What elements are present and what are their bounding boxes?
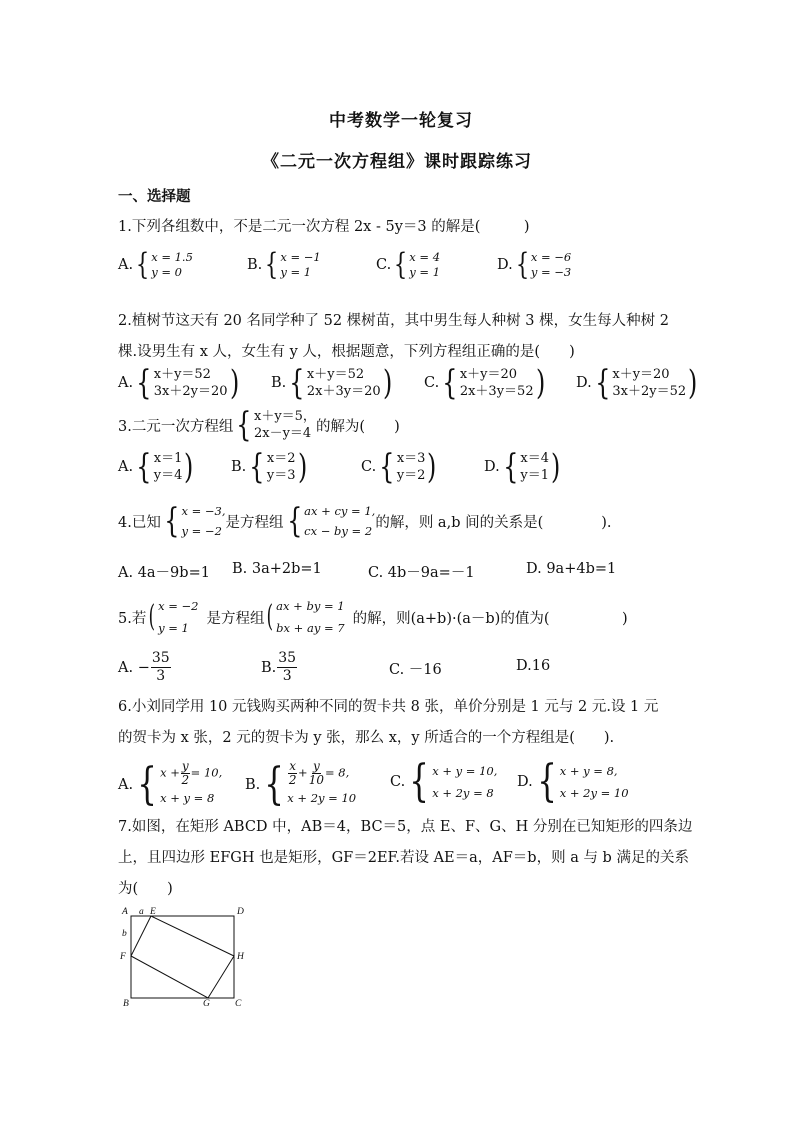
right-paren: ) xyxy=(184,447,194,487)
eq-row: x + y = 10, xyxy=(432,764,498,778)
q3-option-d xyxy=(484,447,561,487)
left-brace: { xyxy=(236,405,252,445)
q1-option-b xyxy=(247,247,321,282)
numerator: x xyxy=(289,759,297,773)
eq-row: 3x＋2y＝20 xyxy=(153,384,228,399)
left-brace: { xyxy=(442,363,458,403)
eq-row: x＝2 xyxy=(266,451,296,466)
eq-row: x＝4 xyxy=(520,451,549,466)
q2-option-a xyxy=(118,363,240,403)
eq-row: y＝2 xyxy=(396,468,426,483)
eq-row: x＋y＝52 xyxy=(153,367,211,382)
q2-option-d xyxy=(576,363,698,403)
q3-stem-post: 的解为( ) xyxy=(315,418,400,435)
q5-stem-pre: 5.若 xyxy=(118,610,147,627)
eq-row: y = 1 xyxy=(280,265,312,279)
label-b-length: b xyxy=(122,929,127,939)
left-brace: { xyxy=(289,363,305,403)
left-paren: ( xyxy=(267,599,274,634)
q7-stem-line1: 7.如图，在矩形 ABCD 中，AB＝4，BC＝5，点 E、F、G、H 分别在已知矩形的四条边 xyxy=(118,819,693,835)
option-label: D. xyxy=(484,459,500,475)
left-brace: { xyxy=(286,501,302,541)
left-brace: { xyxy=(409,756,429,807)
q6-stem-line2: 的贺卡为 x 张，2 元的贺卡为 y 张，那么 x，y 所适合的一个方程组是( ). xyxy=(118,730,615,746)
q5-stem-mid: 是方程组 xyxy=(206,610,265,627)
page-subtitle: 《二元一次方程组》课时跟踪练习 xyxy=(262,152,532,172)
q7-stem-line3: 为( ) xyxy=(118,881,173,897)
eq-row: y＝1 xyxy=(520,468,549,483)
eq-row: 2x＋3y＝20 xyxy=(306,384,381,399)
q6-stem-line1: 6.小刘同学用 10 元钱购买两种不同的贺卡共 8 张，单价分别是 1 元与 2 元.设 1 元 xyxy=(118,699,659,715)
left-brace: { xyxy=(136,447,152,487)
label-b-vertex: B xyxy=(123,999,129,1008)
eq-row: x = 1.5 xyxy=(151,250,193,264)
q6-option-c xyxy=(390,756,498,807)
option-label: A. − xyxy=(118,659,150,676)
q5-option-d: D.16 xyxy=(516,658,551,674)
q4-option-d: D. 9a+4b=1 xyxy=(526,561,617,577)
left-brace: { xyxy=(137,758,157,810)
eq-row: x = −6 xyxy=(530,250,572,264)
fraction xyxy=(151,650,171,685)
left-brace: { xyxy=(265,247,279,282)
q2-option-b xyxy=(271,363,393,403)
q3-option-c xyxy=(361,447,438,487)
left-brace: { xyxy=(136,363,152,403)
q2-stem-line1: 2.植树节这天有 20 名同学种了 52 棵树苗，其中男生每人种树 3 棵，女生每人种树 2 xyxy=(118,313,669,329)
term: = 10, xyxy=(190,765,223,780)
q1-option-a xyxy=(118,247,193,282)
eq-row: 2x－y＝4 xyxy=(253,426,312,441)
numerator: 35 xyxy=(151,650,170,666)
numerator: y xyxy=(312,759,320,773)
label-c: C xyxy=(235,999,242,1008)
eq-row: y = 0 xyxy=(151,265,182,279)
option-label: D. xyxy=(576,375,592,391)
eq-row: x = −1 xyxy=(280,250,321,264)
left-brace: { xyxy=(164,501,180,541)
eq-row: x = 4 xyxy=(409,250,441,264)
left-brace: { xyxy=(502,447,519,487)
left-brace: { xyxy=(515,247,529,282)
eq-row: x＋y＝5， xyxy=(253,409,316,424)
option-label: D. xyxy=(497,257,513,273)
eq-row: y = 1 xyxy=(409,265,441,279)
eq-row: bx + ay = 7 xyxy=(276,621,345,635)
q6-option-d xyxy=(517,756,629,807)
option-label: B. xyxy=(271,375,287,391)
q4-option-c: C. 4b－9a=－1 xyxy=(368,565,475,581)
label-a-vertex: A xyxy=(122,907,128,917)
option-label: B. xyxy=(261,659,277,676)
eq-row: cx − by = 2 xyxy=(304,524,373,538)
denominator: 3 xyxy=(156,668,166,684)
option-label: C. xyxy=(424,375,440,391)
label-e: E xyxy=(150,907,156,917)
eq-row: 3x＋2y＝52 xyxy=(612,384,687,399)
q2-stem-line2: 棵.设男生有 x 人，女生有 y 人，根据题意，下列方程组正确的是( ) xyxy=(118,344,575,360)
q1-option-c xyxy=(376,247,441,282)
eq-row: y = −2 xyxy=(181,524,222,538)
right-paren: ) xyxy=(535,363,545,403)
eq-row: ax + cy = 1, xyxy=(304,504,376,518)
option-label: A. xyxy=(118,375,134,391)
q4-stem-pre: 4.已知 xyxy=(118,514,161,531)
numerator: y xyxy=(181,759,189,773)
eq-row: y＝4 xyxy=(153,468,183,483)
q4-option-b: B. 3a+2b=1 xyxy=(232,561,322,577)
eq-row: y＝3 xyxy=(266,468,296,483)
label-a-length: a xyxy=(139,907,144,917)
left-brace: { xyxy=(536,756,557,807)
denominator: 2 xyxy=(181,773,190,787)
q3-stem xyxy=(118,405,400,445)
fraction xyxy=(309,760,324,787)
eq-row: y = 1 xyxy=(158,621,189,635)
q3-option-b xyxy=(231,447,308,487)
denominator: 3 xyxy=(282,668,292,684)
eq-row: x＝1 xyxy=(153,451,183,466)
page-title: 中考数学一轮复习 xyxy=(329,111,473,131)
eq-row: x + y = 8 xyxy=(160,791,215,805)
option-label: D. xyxy=(517,774,533,790)
term: = 8, xyxy=(324,765,350,780)
option-label: C. xyxy=(376,257,392,273)
option-label: B. xyxy=(245,776,261,793)
q2-option-c xyxy=(424,363,546,403)
q4-stem-post: 的解，则 a,b 间的关系是( ). xyxy=(375,514,612,531)
q7-stem-line2: 上，且四边形 EFGH 也是矩形，GF＝2EF.若设 AE＝a，AF＝b，则 a 与 b 满足的关系 xyxy=(118,850,689,866)
option-label: A. xyxy=(118,459,134,475)
q5-stem-post: 的解，则(a+b)·(a－b)的值为( ) xyxy=(352,610,628,627)
q6-option-a xyxy=(118,760,222,809)
q5-stem xyxy=(118,595,628,639)
option-label: C. xyxy=(361,459,377,475)
option-label: B. xyxy=(231,459,247,475)
right-paren: ) xyxy=(550,447,561,487)
eq-row: x + y = 8, xyxy=(559,764,618,778)
q1-stem: 1.下列各组数中，不是二元一次方程 2x - 5y＝3 的解是( ) xyxy=(118,219,530,235)
q1-option-d xyxy=(497,247,572,282)
eq-row: ax + by = 1 xyxy=(276,599,345,613)
right-paren: ) xyxy=(688,363,698,403)
label-d: D xyxy=(237,907,244,917)
eq-row: x = −3, xyxy=(181,504,226,518)
rectangle-figure xyxy=(118,903,258,1008)
eq-row: y = −3 xyxy=(530,265,572,279)
eq-row: x + 2y = 8 xyxy=(432,786,494,800)
q4-stem-mid: 是方程组 xyxy=(225,514,284,531)
q4-stem xyxy=(118,501,612,541)
fraction xyxy=(277,650,297,685)
right-paren: ) xyxy=(382,363,392,403)
q5-option-c: C. －16 xyxy=(389,662,442,678)
right-paren: ) xyxy=(229,363,239,403)
section-heading: 一、选择题 xyxy=(118,188,191,205)
eq-row: x + 2y = 10 xyxy=(559,786,629,800)
term: + xyxy=(298,765,308,780)
label-g: G xyxy=(203,999,210,1008)
option-label: B. xyxy=(247,257,263,273)
denominator: 2 xyxy=(288,773,297,787)
numerator: 35 xyxy=(278,650,297,666)
eq-row: x = −2 xyxy=(158,599,199,613)
label-h: H xyxy=(237,952,244,962)
q3-option-a xyxy=(118,447,195,487)
eq-row: x＋y＝20 xyxy=(459,367,518,382)
label-f: F xyxy=(120,952,126,962)
eq-row xyxy=(160,760,222,787)
eq-row: x＋y＝20 xyxy=(612,367,670,382)
left-brace: { xyxy=(264,758,285,810)
option-label: A. xyxy=(118,776,134,793)
option-label: C. xyxy=(390,774,406,790)
denominator: 10 xyxy=(308,773,324,787)
eq-row: x＝3 xyxy=(396,451,426,466)
term: x + xyxy=(160,765,180,780)
left-brace: { xyxy=(379,447,395,487)
left-brace: { xyxy=(394,247,408,282)
rectangle-abcd xyxy=(131,916,234,998)
rectangle-efgh xyxy=(131,916,234,998)
eq-row: x + 2y = 10 xyxy=(287,791,357,805)
right-paren: ) xyxy=(297,447,307,487)
q6-option-b xyxy=(245,760,356,809)
eq-row: 2x＋3y＝52 xyxy=(459,384,534,399)
fraction xyxy=(288,760,297,787)
fraction xyxy=(181,760,190,787)
left-brace: { xyxy=(135,247,150,282)
eq-row: x＋y＝52 xyxy=(306,367,365,382)
left-brace: { xyxy=(249,447,265,487)
q3-stem-pre: 3.二元一次方程组 xyxy=(118,418,234,435)
left-paren: ( xyxy=(148,599,156,634)
eq-row xyxy=(287,760,356,787)
q5-option-a xyxy=(118,650,172,685)
q4-option-a: A. 4a－9b=1 xyxy=(118,565,210,581)
right-paren: ) xyxy=(427,447,437,487)
q5-option-b xyxy=(261,650,298,685)
option-label: A. xyxy=(118,257,134,273)
left-brace: { xyxy=(594,363,611,403)
